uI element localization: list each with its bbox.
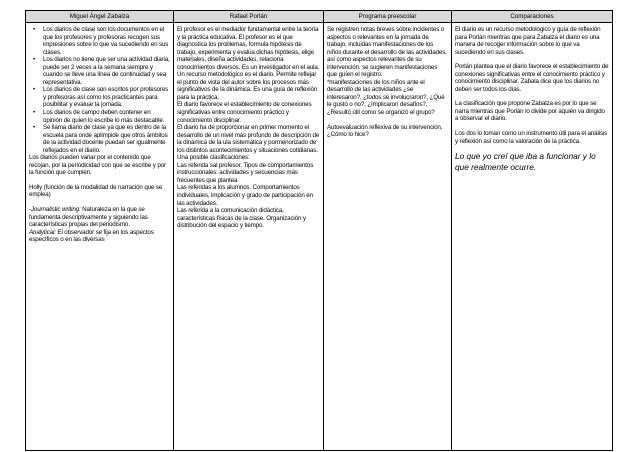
porlan-para-6: Las referida sal profesor. Tipos de comportamientos instruccionales: actividades y secuencias más frecuentes que plantea [177,161,314,184]
zabalza-para-holly: Holly (función de la modalidad de narración que se emplea) [29,183,163,199]
journalistic-label: -Journalistic writing: [29,206,81,214]
porlan-para-5: Una posible clasificaciones: [177,154,250,162]
header-preescolar: Programa preescolar [324,11,452,23]
zabalza-para-content: Los diarios pueden variar por el contenido que recojan, por la periodicidad con que se escribe y por la función que cumplen. [29,154,166,177]
preescolar-para-1: Se registren notas breves sobre incidentes o aspectos o relevantes en la jornada de trabajo, incluidas manifestaciones de los niños durante el desarrollo de las actividades, así como aspectos relevantes de su intervención. se sugieren manifestaciones que guíen el registro: [327,26,447,79]
cell-comparaciones [452,23,613,451]
comparaciones-quote: Lo que yo creí que iba a funcionar y lo que realmente ocurre. [455,151,596,172]
zabalza-para-journalistic [29,206,170,229]
preescolar-para-3: Autoevaluación reflexiva de su intervención, ¿Cómo lo hice? [327,123,443,139]
zabalza-bullet-list [29,26,170,154]
list-item: • Los diarios de campo deben contener en opinión de quien lo escribe lo más destacable. [43,109,170,124]
journalistic-text: Naturaleza en la que se fundamenta descriptivamente y siguiendo las características propias del periodismo. [29,206,148,229]
cell-preescolar [324,23,452,451]
porlan-para-1: El profesor es el mediador fundamental entre la teoría y la práctica educativa. El profesor es el que diagnostica los problemas, formula hipótesis de trabajo, experimenta y evalúa dichas hipótesis, elige materiales, diseña actividades, relaciona conocimientos diversos. Es un investigador en el aula. [177,26,320,71]
porlan-para-8: Las referida a la comunicación didáctica, características físicas de la clase. Organización y distribución del espacio y tiempo. [177,207,306,230]
porlan-para-3: El diario favorece el establecimiento de conexiones significativas entre conocimiento práctico y conocimiento disciplinar. [177,101,312,124]
analytical-label: Analytical: [29,228,56,236]
cell-zabalza [26,23,174,451]
header-comparaciones: Comparaciones [452,11,613,23]
comparaciones-para-4: Los dos lo toman como un instrumento útil para el análisis y reflexión así como la valoración de la práctica. [455,130,608,145]
preescolar-para-2: *manifestaciones de los niños ante el desarrollo de las actividades ¿se interesaron?, ¿todos se involucraron?, ¿Qué le gustó o no?, ¿Implicaron desafíos?, ¿Resultó útil como se organizó el grupo? [327,78,445,117]
porlan-para-7: Las referidas a los alumnos. Comportamientos individuales, implicación y grado de participación en las actividades. [177,184,313,207]
cell-porlan [174,23,324,451]
content-row [26,23,613,451]
porlan-para-4: El diario ha de proporcionar en primer momento el desarrollo de un nivel más profundo de descripción de la dinámica de la ula sistemática y pormenorizado de los distintos acontecimientos y situaciones cotidianas. [177,124,320,154]
header-row [26,11,613,23]
list-item: • Los diarios de clase son los documentos en el que los profesores y profesoras recogen sus impresiones sobre lo que va sucediendo en sus clases. [43,26,170,56]
comparaciones-para-2: Porlán plantea que el diario favorece el establecimiento de conexiones significativas entre el conocimiento práctico y conocimiento disciplinar. Zabala dice que los diarios no deben ser todos los días. [455,63,609,93]
list-item: • Los diarios no tiene que ser una actividad diaria, puede ser 2 veces a la semana siempre y cuando se lleve una línea de continuidad y sea representativa. [43,56,170,86]
analytical-text: El observador se fija en los aspectos específicos o en las diversas [29,228,154,244]
comparison-table [25,10,613,451]
porlan-para-2: Un recurso metodológico es el diario. Permite reflejar el punto de vista del autor sobre los procesos más significativos de la dinámica. Es una guía de reflexión para la práctica. [177,71,318,101]
header-porlan: Rafael Porlán [174,11,324,23]
list-item: • Los diarios de clase son escritos por profesores y profesoras así como los practicantes para posibilitar y evaluar la jornada. [43,86,170,109]
header-zabalza: Miguel Ángel Zabalza [26,11,174,23]
list-item: • Se llama diario de clase ya que es dentro de la escuela para onde aplimpide que otros ámbitos de la actividad docente puedan ser igualmente reflejados en el diario. [43,124,170,154]
comparaciones-para-1: El diario es un recurso metodológico y guía de reflexión para Porlán mientras que para Zabalza el diario es una manera de recoger información sobre lo que va sucediendo en sus clases. [455,26,601,56]
comparaciones-para-3: La clasificación que propone Zabalza es por lo que se narra mientras que Porlán lo divide por aquién va dirigido a observar el diario. [455,100,605,123]
zabalza-para-analytical [29,229,170,244]
